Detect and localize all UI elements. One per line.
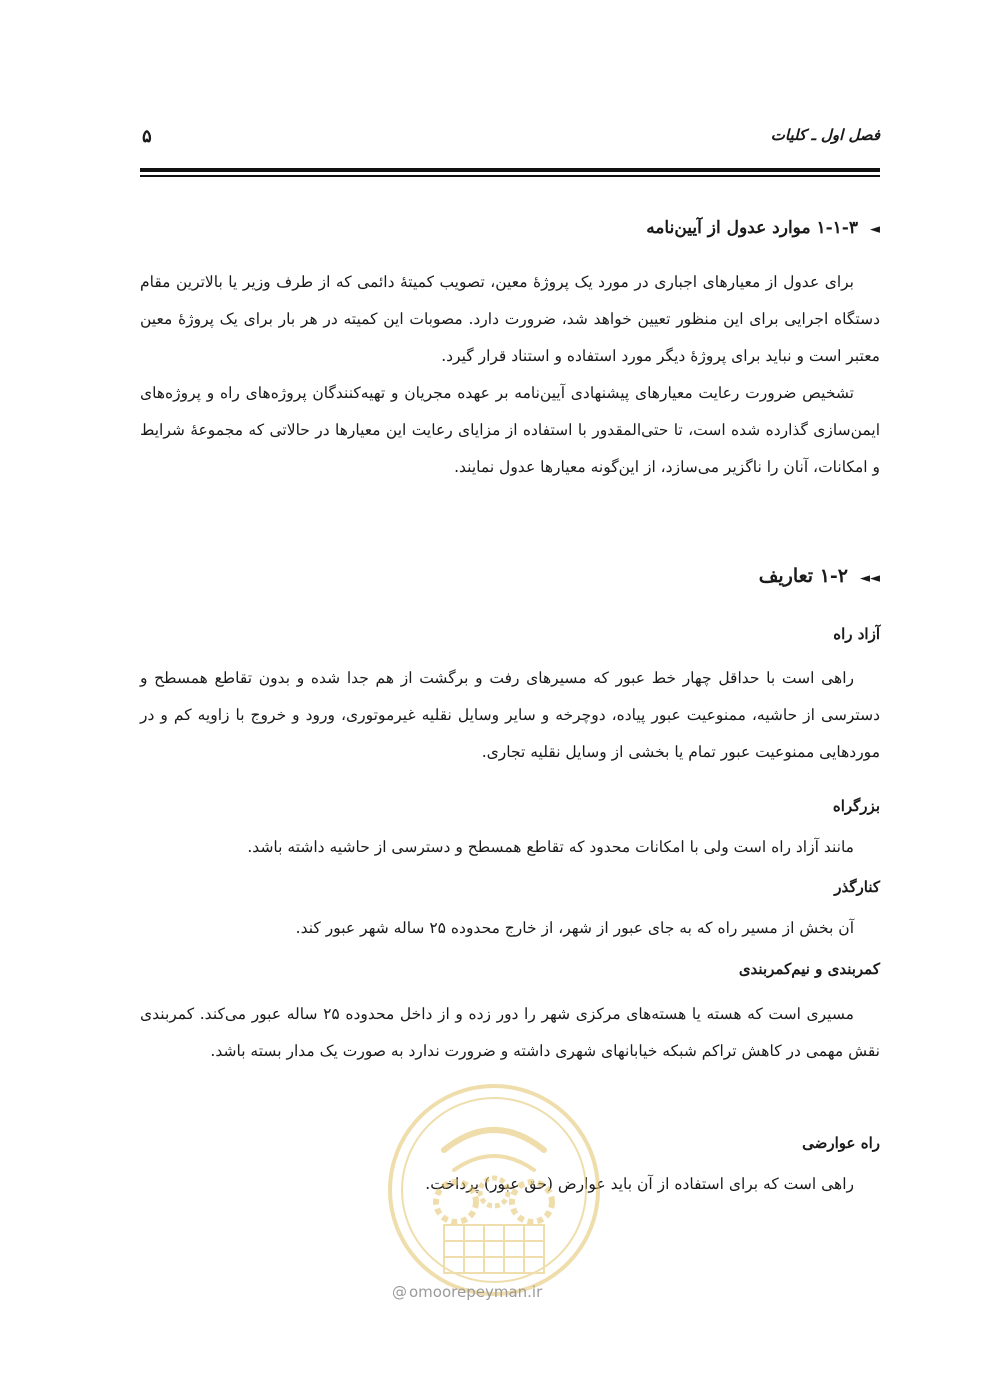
definition-term: کنارگذر xyxy=(834,878,880,896)
page-header xyxy=(140,126,880,160)
section-heading-131 xyxy=(646,218,880,238)
paragraph-131-2: تشخیص ضرورت رعایت معیارهای پیشنهادی آیین‌نامه بر عهده مجریان و تهیه‌کنندگان پروژه‌های راه و پروژه‌های ایمن‌سازی گذارده شده است، تا حتی‌المقدور با استفاده از مزایای رعایت این معیارها در حالاتی که مجموعهٔ شرایط و امکانات، آنان را ناگزیر می‌سازد، از این‌گونه معیارها عدول نمایند. xyxy=(140,384,880,476)
section-heading-12-text: ۱-۲ تعاریف xyxy=(758,565,848,587)
page-number: ۵ xyxy=(142,126,152,147)
single-arrow-icon: ◄ xyxy=(870,222,880,237)
definition-text: مسیری است که هسته یا هسته‌های مرکزی شهر را دور زده و از داخل محدوده ۲۵ ساله عبور می‌کند. کمربندی نقش مهمی در کاهش تراکم شبکه خیابانهای شهری داشته و ضرورت ندارد به صورت یک مدار بسته باشد. xyxy=(140,1005,880,1060)
definition-term: راه عوارضی xyxy=(802,1134,880,1152)
section-heading-131-text: ۱-۱-۳ موارد عدول از آیین‌نامه xyxy=(646,218,858,238)
header-rule-thin xyxy=(140,175,880,177)
watermark-site: @ omoorepeyman.ir xyxy=(392,1283,543,1301)
definition-term: بزرگراه xyxy=(832,797,880,815)
definition-text: راهی است که برای استفاده از آن باید عوارض (حق عبور) پرداخت. xyxy=(425,1175,854,1193)
definition-text: راهی است با حداقل چهار خط عبور که مسیرهای رفت و برگشت از هم جدا شده و بدون تقاطع همسطح و دسترسی از حاشیه، ممنوعیت عبور پیاده، دوچرخه و سایر وسایل نقلیه غیرموتوری، ورود و خروج با زاویه کم و در موردهایی ممنوعیت عبور تمام یا بخشی از وسایل نقلیه تجاری. xyxy=(140,669,880,761)
chapter-title: فصل اول ـ کلیات xyxy=(770,126,880,144)
section-heading-12 xyxy=(759,565,880,587)
paragraph-131-1: برای عدول از معیارهای اجباری در مورد یک پروژهٔ معین، تصویب کمیتهٔ دائمی که از طرف وزیر یا بالاترین مقام دستگاه اجرایی برای این منظور تعیین خواهد شد، ضرورت دارد. مصوبات این کمیته در هر بار برای یک پروژهٔ معین معتبر است و نباید برای پروژهٔ دیگر مورد استفاده و استناد قرار گیرد. xyxy=(140,273,880,365)
double-arrow-icon: ◄◄ xyxy=(860,571,880,586)
definition-text: آن بخش از مسیر راه که به جای عبور از شهر، از خارج محدوده ۲۵ ساله شهر عبور کند. xyxy=(295,919,854,937)
definition-term: آزاد راه xyxy=(833,625,880,643)
definition-term: کمربندی و نیم‌کمربندی xyxy=(738,960,880,978)
definition-text: مانند آزاد راه است ولی با امکانات محدود که تقاطع همسطح و دسترسی از حاشیه داشته باشد. xyxy=(247,838,854,856)
header-rule-thick xyxy=(140,168,880,172)
